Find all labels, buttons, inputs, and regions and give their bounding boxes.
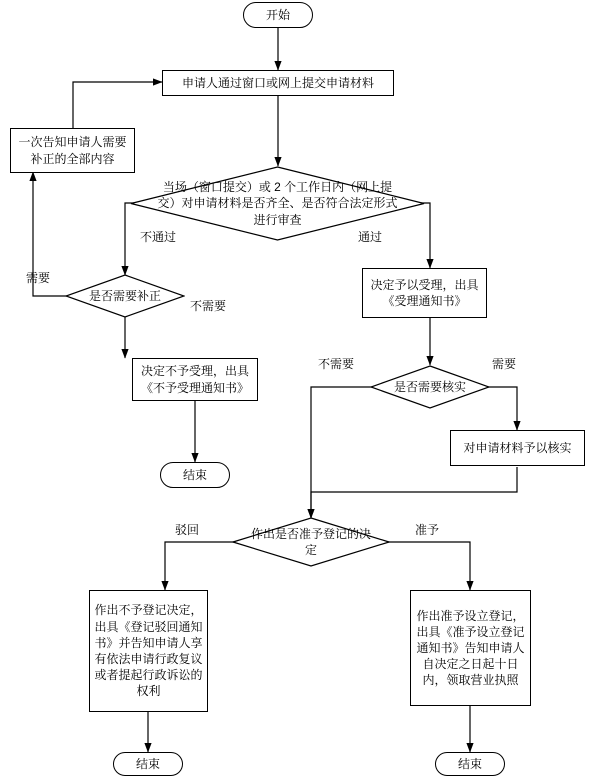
- node-reject-registration-label: 作出不予登记决定，出具《登记驳回通知书》并告知申请人享有依法申请行政复议或者提起行政诉讼的权利: [94, 603, 203, 699]
- edge-label-verify-not-needed: 不需要: [318, 357, 355, 371]
- node-end-approve-label: 结束: [457, 756, 482, 771]
- node-registration-decision-label: 作出是否准予登记的决定: [250, 526, 371, 557]
- node-end-approve: [435, 752, 505, 776]
- node-submit-application-label: 申请人通过窗口或网上提交申请材料: [181, 75, 374, 90]
- node-not-accept-application: [132, 358, 258, 401]
- node-need-supplement-decision-label: 是否需要补正: [88, 288, 161, 303]
- node-need-supplement-decision: [65, 274, 185, 318]
- node-notify-supplement-label: 一次告知申请人需要补正的全部内容: [18, 135, 127, 166]
- edge-label-review-fail: 不通过: [140, 230, 177, 244]
- node-verify-materials-label: 对申请材料予以核实: [463, 440, 572, 455]
- node-submit-application: [162, 70, 394, 96]
- node-accept-application-label: 决定予以受理，出具《受理通知书》: [370, 277, 479, 308]
- node-need-verify-decision: [370, 365, 490, 409]
- node-end-reject: [113, 752, 183, 776]
- edge-label-verify-needed: 需要: [492, 357, 517, 371]
- node-start: [243, 2, 313, 28]
- node-review-decision-label: 当场（窗口提交）或 2 个工作日内（网上提交）对申请材料是否齐全、是否符合法定形式进行审查: [157, 180, 398, 227]
- node-reject-registration: [89, 590, 208, 712]
- edge-label-review-pass: 通过: [358, 230, 383, 244]
- node-verify-materials: [450, 430, 585, 466]
- edge-label-supplement-needed: 需要: [26, 271, 51, 285]
- node-end-not-accept-label: 结束: [182, 467, 207, 482]
- node-not-accept-application-label: 决定不予受理，出具《不予受理通知书》: [140, 364, 249, 395]
- node-end-not-accept: [160, 462, 230, 488]
- edge-label-decision-reject: 驳回: [175, 523, 200, 537]
- node-need-verify-decision-label: 是否需要核实: [393, 379, 466, 394]
- node-approve-registration: [410, 590, 531, 706]
- node-start-label: 开始: [265, 7, 290, 22]
- node-registration-decision: [232, 517, 390, 567]
- node-approve-registration-label: 作出准予设立登记，出具《准予设立登记通知书》告知申请人自决定之日起十日内，领取营业执照: [416, 608, 525, 688]
- node-accept-application: [362, 268, 487, 318]
- edge-label-supplement-not-needed: 不需要: [190, 299, 227, 313]
- node-notify-supplement: [10, 128, 135, 173]
- edge-label-decision-approve: 准予: [415, 523, 440, 537]
- node-end-reject-label: 结束: [135, 756, 160, 771]
